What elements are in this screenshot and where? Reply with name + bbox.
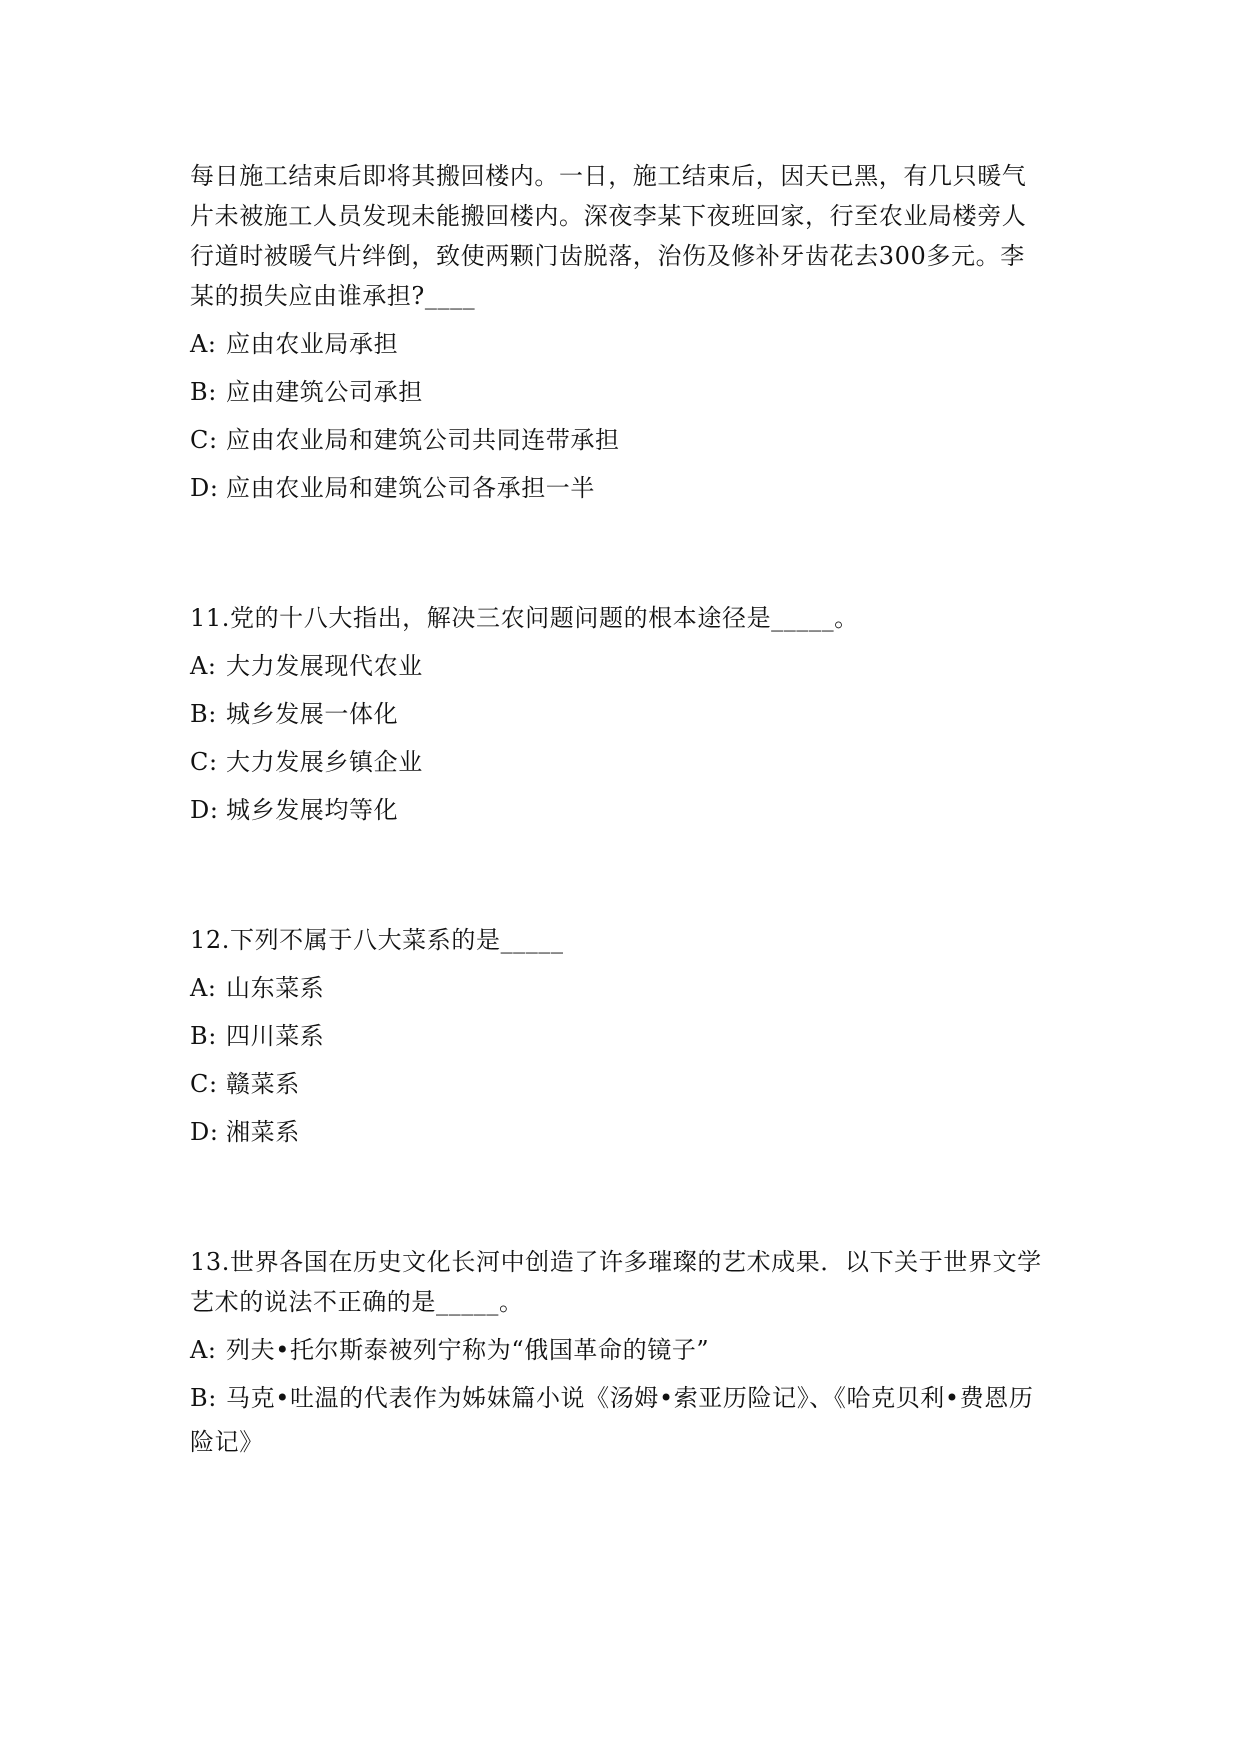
option-d xyxy=(190,786,1070,834)
question-stem-line: 艺术的说法不正确的是_____。 xyxy=(190,1288,524,1316)
option-a xyxy=(190,642,1070,690)
option-letter: A: xyxy=(190,652,217,680)
question-stem-line: 某的损失应由谁承担?____ xyxy=(190,282,476,310)
option-c xyxy=(190,738,1070,786)
question-12-options xyxy=(190,964,1070,1156)
question-11-options xyxy=(190,642,1070,834)
option-d xyxy=(190,464,1070,512)
option-text: 四川菜系 xyxy=(226,1022,325,1050)
question-10-options xyxy=(190,320,1070,512)
option-text: 城乡发展均等化 xyxy=(226,796,399,824)
option-text: 应由农业局承担 xyxy=(226,330,399,358)
option-a xyxy=(190,964,1070,1012)
option-text: 马克•吐温的代表作为姊妹篇小说《汤姆•索亚历险记》、《哈克贝利•费恩历 xyxy=(226,1384,1034,1412)
question-12-stem xyxy=(190,920,1070,960)
option-letter: A: xyxy=(190,330,217,358)
option-letter: B: xyxy=(190,1022,217,1050)
option-letter: D: xyxy=(190,474,219,502)
option-text: 大力发展乡镇企业 xyxy=(226,748,423,776)
spacer xyxy=(190,1156,1070,1242)
option-text: 应由农业局和建筑公司各承担一半 xyxy=(226,474,595,502)
question-stem-line: 片未被施工人员发现未能搬回楼内。深夜李某下夜班回家，行至农业局楼旁人 xyxy=(190,202,1027,230)
option-d xyxy=(190,1108,1070,1156)
question-stem-line: 行道时被暖气片绊倒，致使两颗门齿脱落，治伤及修补牙齿花去300多元。李 xyxy=(190,242,1025,270)
question-11-stem xyxy=(190,598,1070,638)
option-letter: C: xyxy=(190,1070,218,1098)
option-b xyxy=(190,368,1070,416)
spacer xyxy=(190,512,1070,598)
option-letter: A: xyxy=(190,1336,217,1364)
question-content xyxy=(190,156,1070,1462)
option-letter: D: xyxy=(190,1118,219,1146)
option-letter: B: xyxy=(190,700,217,728)
question-stem-line: 13.世界各国在历史文化长河中创造了许多璀璨的艺术成果．以下关于世界文学 xyxy=(190,1248,1042,1276)
option-b xyxy=(190,1374,1070,1422)
option-text: 山东菜系 xyxy=(226,974,325,1002)
question-10-stem xyxy=(190,156,1070,316)
option-letter: B: xyxy=(190,378,217,406)
option-c xyxy=(190,416,1070,464)
question-stem-line: 11.党的十八大指出，解决三农问题问题的根本途径是_____。 xyxy=(190,604,859,632)
option-text: 应由农业局和建筑公司共同连带承担 xyxy=(226,426,620,454)
option-letter: B: xyxy=(190,1384,217,1412)
option-b xyxy=(190,1012,1070,1060)
option-b xyxy=(190,690,1070,738)
question-13-options xyxy=(190,1326,1070,1462)
option-text: 大力发展现代农业 xyxy=(226,652,423,680)
option-letter: A: xyxy=(190,974,217,1002)
option-text: 列夫•托尔斯泰被列宁称为“俄国革命的镜子” xyxy=(226,1336,710,1364)
option-a xyxy=(190,320,1070,368)
question-13-stem xyxy=(190,1242,1070,1322)
question-stem-line: 12.下列不属于八大菜系的是_____ xyxy=(190,926,564,954)
option-c xyxy=(190,1060,1070,1108)
spacer xyxy=(190,834,1070,920)
option-text: 应由建筑公司承担 xyxy=(226,378,423,406)
question-stem-line: 每日施工结束后即将其搬回楼内。一日，施工结束后，因天已黑，有几只暖气 xyxy=(190,162,1027,190)
option-text: 赣菜系 xyxy=(226,1070,300,1098)
option-continuation: 险记》 xyxy=(190,1428,264,1456)
option-letter: C: xyxy=(190,426,218,454)
option-text: 城乡发展一体化 xyxy=(226,700,399,728)
option-letter: D: xyxy=(190,796,219,824)
option-a xyxy=(190,1326,1070,1374)
option-letter: C: xyxy=(190,748,218,776)
option-text: 湘菜系 xyxy=(226,1118,300,1146)
